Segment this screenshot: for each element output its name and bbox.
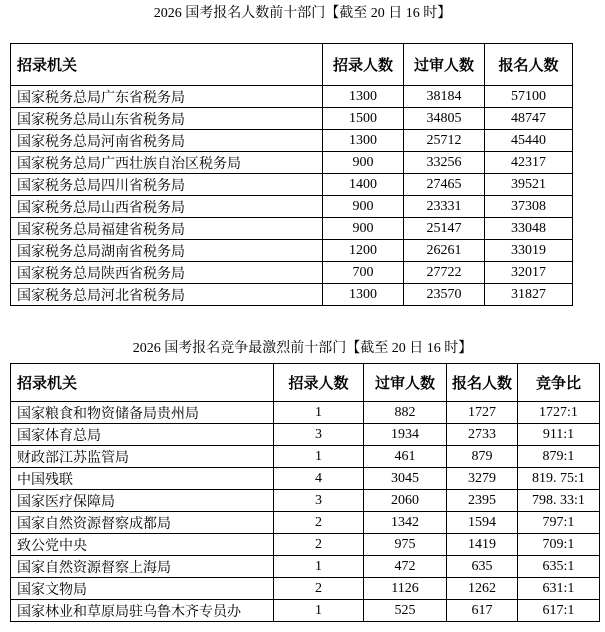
table-row bbox=[11, 174, 573, 196]
table-row bbox=[11, 262, 573, 284]
table-cell: 34805 bbox=[404, 108, 485, 130]
table-row bbox=[11, 490, 600, 512]
table-cell: 1 bbox=[274, 446, 364, 468]
column-header: 报名人数 bbox=[485, 44, 573, 86]
table-row bbox=[11, 240, 573, 262]
table-cell: 25147 bbox=[404, 218, 485, 240]
table-cell: 42317 bbox=[485, 152, 573, 174]
table-cell: 38184 bbox=[404, 86, 485, 108]
table-cell: 致公党中央 bbox=[11, 534, 274, 556]
table-row bbox=[11, 402, 600, 424]
table-row bbox=[11, 424, 600, 446]
column-header: 招录人数 bbox=[323, 44, 404, 86]
table-cell: 23331 bbox=[404, 196, 485, 218]
table-cell: 26261 bbox=[404, 240, 485, 262]
header-row bbox=[11, 44, 573, 86]
table-cell: 2 bbox=[274, 578, 364, 600]
table-cell: 631:1 bbox=[518, 578, 600, 600]
table-cell: 45440 bbox=[485, 130, 573, 152]
table-cell: 1342 bbox=[364, 512, 447, 534]
table-cell: 国家医疗保障局 bbox=[11, 490, 274, 512]
table-cell: 国家税务总局广东省税务局 bbox=[11, 86, 323, 108]
table-cell: 国家税务总局陕西省税务局 bbox=[11, 262, 323, 284]
table-cell: 57100 bbox=[485, 86, 573, 108]
table-cell: 33256 bbox=[404, 152, 485, 174]
table-cell: 2 bbox=[274, 534, 364, 556]
table-row bbox=[11, 86, 573, 108]
table-cell: 525 bbox=[364, 600, 447, 622]
table-cell: 1 bbox=[274, 402, 364, 424]
table-cell: 1727 bbox=[447, 402, 518, 424]
column-header: 招录人数 bbox=[274, 364, 364, 402]
top-departments-table-title: 2026 国考报名人数前十部门【截至 20 日 16 时】 bbox=[153, 6, 452, 21]
table-cell: 635:1 bbox=[518, 556, 600, 578]
table-cell: 1300 bbox=[323, 130, 404, 152]
table-cell: 879:1 bbox=[518, 446, 600, 468]
table-cell: 472 bbox=[364, 556, 447, 578]
most-competitive-departments-table bbox=[10, 363, 600, 622]
table-cell: 国家林业和草原局驻乌鲁木齐专员办 bbox=[11, 600, 274, 622]
top-departments-by-applicants-table bbox=[10, 43, 573, 306]
table-cell: 900 bbox=[323, 218, 404, 240]
column-header: 竞争比 bbox=[518, 364, 600, 402]
table-cell: 27722 bbox=[404, 262, 485, 284]
table-cell: 国家粮食和物资储备局贵州局 bbox=[11, 402, 274, 424]
column-header: 过审人数 bbox=[404, 44, 485, 86]
table-cell: 1934 bbox=[364, 424, 447, 446]
table-cell: 3045 bbox=[364, 468, 447, 490]
table-row bbox=[11, 468, 600, 490]
table-cell: 48747 bbox=[485, 108, 573, 130]
table-cell: 国家文物局 bbox=[11, 578, 274, 600]
table-cell: 31827 bbox=[485, 284, 573, 306]
table-cell: 1262 bbox=[447, 578, 518, 600]
table-cell: 1594 bbox=[447, 512, 518, 534]
table-cell: 国家自然资源督察上海局 bbox=[11, 556, 274, 578]
table-cell: 国家税务总局山西省税务局 bbox=[11, 196, 323, 218]
table-cell: 1 bbox=[274, 556, 364, 578]
column-header: 招录机关 bbox=[11, 364, 274, 402]
table-cell: 1419 bbox=[447, 534, 518, 556]
table-cell: 23570 bbox=[404, 284, 485, 306]
table-cell: 2 bbox=[274, 512, 364, 534]
table-cell: 国家税务总局河南省税务局 bbox=[11, 130, 323, 152]
table-cell: 819. 75:1 bbox=[518, 468, 600, 490]
table-cell: 3 bbox=[274, 424, 364, 446]
table-cell: 3 bbox=[274, 490, 364, 512]
table-row bbox=[11, 108, 573, 130]
table-cell: 33048 bbox=[485, 218, 573, 240]
table-cell: 617:1 bbox=[518, 600, 600, 622]
table-cell: 国家税务总局福建省税务局 bbox=[11, 218, 323, 240]
column-header: 报名人数 bbox=[447, 364, 518, 402]
table-cell: 33019 bbox=[485, 240, 573, 262]
table-cell: 国家税务总局四川省税务局 bbox=[11, 174, 323, 196]
table-row bbox=[11, 152, 573, 174]
table-row bbox=[11, 512, 600, 534]
table-cell: 4 bbox=[274, 468, 364, 490]
table-cell: 1300 bbox=[323, 86, 404, 108]
table-cell: 1500 bbox=[323, 108, 404, 130]
table-cell: 财政部江苏监管局 bbox=[11, 446, 274, 468]
table-cell: 1300 bbox=[323, 284, 404, 306]
table-cell: 797:1 bbox=[518, 512, 600, 534]
table-cell: 国家税务总局山东省税务局 bbox=[11, 108, 323, 130]
header-row bbox=[11, 364, 600, 402]
table-cell: 635 bbox=[447, 556, 518, 578]
table-cell: 879 bbox=[447, 446, 518, 468]
table-cell: 709:1 bbox=[518, 534, 600, 556]
table-cell: 617 bbox=[447, 600, 518, 622]
table-cell: 700 bbox=[323, 262, 404, 284]
table-row bbox=[11, 534, 600, 556]
column-header: 过审人数 bbox=[364, 364, 447, 402]
table-row bbox=[11, 600, 600, 622]
table-cell: 27465 bbox=[404, 174, 485, 196]
table-cell: 2395 bbox=[447, 490, 518, 512]
table-cell: 1126 bbox=[364, 578, 447, 600]
table-row bbox=[11, 130, 573, 152]
table-cell: 900 bbox=[323, 152, 404, 174]
table-cell: 国家税务总局河北省税务局 bbox=[11, 284, 323, 306]
table-cell: 37308 bbox=[485, 196, 573, 218]
table-cell: 国家体育总局 bbox=[11, 424, 274, 446]
table-cell: 1200 bbox=[323, 240, 404, 262]
table-cell: 1727:1 bbox=[518, 402, 600, 424]
table-cell: 国家税务总局湖南省税务局 bbox=[11, 240, 323, 262]
table-row bbox=[11, 196, 573, 218]
table-cell: 2733 bbox=[447, 424, 518, 446]
table-cell: 32017 bbox=[485, 262, 573, 284]
table-cell: 3279 bbox=[447, 468, 518, 490]
table-cell: 39521 bbox=[485, 174, 573, 196]
table-cell: 1400 bbox=[323, 174, 404, 196]
column-header: 招录机关 bbox=[11, 44, 323, 86]
table-cell: 911:1 bbox=[518, 424, 600, 446]
table-cell: 882 bbox=[364, 402, 447, 424]
table-cell: 900 bbox=[323, 196, 404, 218]
table-row bbox=[11, 284, 573, 306]
most-competitive-table-title: 2026 国考报名竞争最激烈前十部门【截至 20 日 16 时】 bbox=[132, 341, 473, 356]
table-cell: 461 bbox=[364, 446, 447, 468]
table-cell: 975 bbox=[364, 534, 447, 556]
table-cell: 国家税务总局广西壮族自治区税务局 bbox=[11, 152, 323, 174]
table-row bbox=[11, 578, 600, 600]
table-row bbox=[11, 446, 600, 468]
table-cell: 国家自然资源督察成都局 bbox=[11, 512, 274, 534]
table-cell: 25712 bbox=[404, 130, 485, 152]
table-row bbox=[11, 556, 600, 578]
table-cell: 798. 33:1 bbox=[518, 490, 600, 512]
table-cell: 1 bbox=[274, 600, 364, 622]
table-cell: 2060 bbox=[364, 490, 447, 512]
table-row bbox=[11, 218, 573, 240]
table-cell: 中国残联 bbox=[11, 468, 274, 490]
